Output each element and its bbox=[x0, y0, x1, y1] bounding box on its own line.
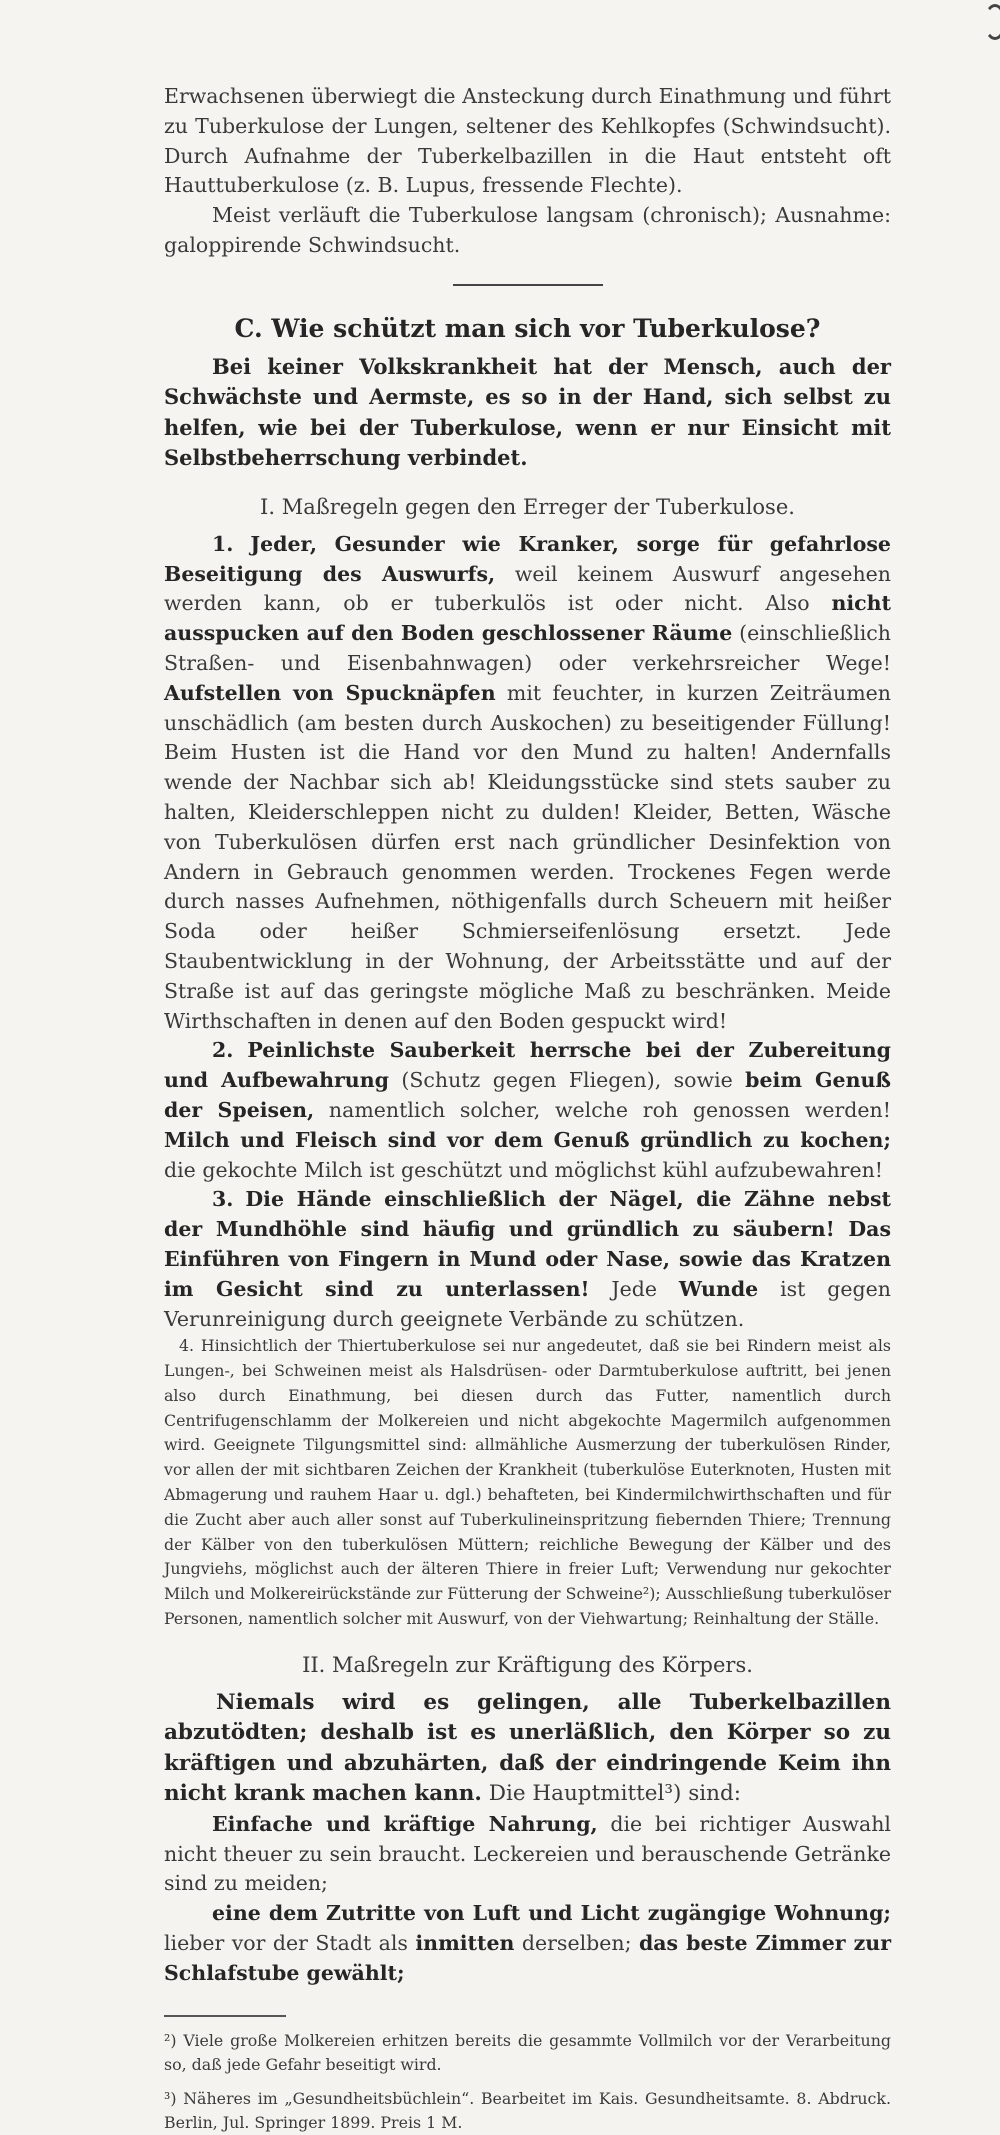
item-3-text-2: ist gegen Verunreinigung durch geeignete Verbände zu schützen. bbox=[164, 1276, 891, 1331]
item-1-number: 1. bbox=[212, 531, 234, 556]
section-c-heading: C. Wie schützt man sich vor Tuberkulose? bbox=[234, 313, 821, 343]
item-3 bbox=[164, 1185, 891, 1334]
dwelling-text-1: lieber vor der Stadt als bbox=[164, 1931, 416, 1956]
page-content bbox=[164, 82, 891, 2135]
item-2-bold-2: beim Genuß der Speisen, bbox=[164, 1068, 891, 1122]
paragraph-infection: Erwachsenen überwiegt die Ansteckung durch Einathmung und führt zu Tuberkulose der Lungen, seltener des Kehlkopfes (Schwindsucht). Durch Aufnahme der Tuberkelbazillen in die Haut entsteht oft Hauttuberkulose (z. B. Lupus, fressende Flechte). bbox=[164, 84, 891, 198]
section-i-heading: I. Maßregeln gegen den Erreger der Tuberkulose. bbox=[260, 494, 795, 519]
section-ii-heading: II. Maßregeln zur Kräftigung des Körpers. bbox=[302, 1652, 753, 1677]
section-ii-lead bbox=[164, 1688, 891, 1810]
item-2-number: 2. bbox=[212, 1038, 234, 1063]
item-1 bbox=[164, 530, 891, 1037]
item-2-text-3: die gekochte Milch ist geschützt und möglichst kühl aufzubewahren! bbox=[164, 1157, 884, 1182]
item-1-bold-1: Jeder, Gesunder wie Kranker, sorge für gefahrlose Beseitigung des Auswurfs, bbox=[164, 531, 891, 586]
section-ii-lead-bold: Niemals wird es gelingen, alle Tuberkelbazillen abzutödten; deshalb ist es unerläßlich, den Körper so zu kräftigen und abzuhärten, daß der eindringende Keim ihn nicht krank machen kann. bbox=[164, 1689, 891, 1807]
paragraph-dwelling bbox=[164, 1899, 891, 1988]
item-2-bold-1: Peinlichste Sauberkeit herrsche bei der Zubereitung und Aufbewahrung bbox=[164, 1038, 891, 1093]
nutrition-text: die bei richtiger Auswahl nicht theuer zu sein braucht. Leckereien und berauschende Getränke sind zu meiden; bbox=[164, 1811, 891, 1896]
paragraph-course: Meist verläuft die Tuberkulose langsam (chronisch); Ausnahme: galoppirende Schwindsucht. bbox=[164, 203, 891, 257]
paragraph-nutrition bbox=[164, 1810, 891, 1899]
item-3-bold-2: Wunde bbox=[678, 1276, 759, 1301]
dwelling-text-2: derselben; bbox=[514, 1931, 639, 1956]
item-1-bold-2: nicht ausspucken auf den Boden geschlossener Räume bbox=[164, 591, 891, 646]
item-3-number: 3. bbox=[212, 1187, 234, 1212]
nutrition-bold: Einfache und kräftige Nahrung, bbox=[212, 1811, 598, 1836]
item-2-text-2: namentlich solcher, welche roh genossen werden! bbox=[314, 1097, 891, 1122]
section-divider bbox=[453, 284, 603, 286]
dwelling-bold-1: eine dem Zutritte von Luft und Licht zugängige Wohnung; bbox=[212, 1901, 891, 1926]
item-4-animal-tuberculosis: 4. Hinsichtlich der Thiertuberkulose sei nur angedeutet, daß sie bei Rindern meist als Lungen-, bei Schweinen meist als Halsdrüsen- oder Darmtuberkulose auftritt, bei jenen also durch Einathmung, bei diesen durch das Futter, namentlich durch Centrifugenschlamm der Molkereien und nicht abgekochte Magermilch aufgenommen wird. Geeignete Tilgungsmittel sind: allmähliche Ausmerzung der tuberkulösen Rinder, vor allen der mit sichtbaren Zeichen der Krankheit (tuberkulöse Euterknoten, Husten mit Abmagerung und rauhem Haar u. dgl.) behafteten, bei Kindermilchwirthschaften und für die Zucht aber auch aller sonst auf Tuberkulineinspritzung fiebernden Thiere; Trennung der Kälber von den tuberkulösen Müttern; reichliche Bewegung der Kälber und des Jungviehs, möglichst auch der älteren Thiere in freier Luft; Verwendung nur gekochter Milch und Molkereirückstände zur Fütterung der Schweine²); Ausschließung tuberkulöser Personen, namentlich solcher mit Auswurf, von der Viehwartung; Reinhaltung der Ställe. bbox=[164, 1336, 891, 1629]
item-1-text-1: weil keinem Auswurf angesehen werden kann, ob er tuberkulös ist oder nicht. Also bbox=[164, 561, 891, 616]
item-3-text-1: Jede bbox=[589, 1276, 679, 1301]
dwelling-bold-2: inmitten bbox=[415, 1931, 515, 1956]
page-edge-mark bbox=[984, 4, 1000, 40]
item-3-bold-1: Die Hände einschließlich der Nägel, die Zähne nebst der Mundhöhle sind häufig und gründlich zu säubern! Das Einführen von Fingern in Mund oder Nase, sowie das Kratzen im Gesicht sind zu unterlassen! bbox=[164, 1187, 891, 1301]
section-ii-lead-text: Die Hauptmittel³) sind: bbox=[481, 1781, 741, 1807]
dwelling-bold-3: das beste Zimmer zur Schlafstube gewählt; bbox=[164, 1931, 891, 1985]
item-2-text-1: (Schutz gegen Fliegen), sowie bbox=[388, 1068, 746, 1093]
item-1-bold-3: Aufstellen von Spucknäpfen bbox=[164, 680, 496, 705]
footnote-2: ²) Viele große Molkereien erhitzen bereits die gesammte Vollmilch vor der Verarbeitung so, daß jede Gefahr beseitigt wird. bbox=[164, 2030, 891, 2074]
footnote-divider bbox=[164, 2015, 286, 2017]
item-1-text-2: (einschließlich Straßen- und Eisenbahnwagen) oder verkehrsreicher Wege! bbox=[164, 621, 891, 675]
item-2-bold-3: Milch und Fleisch sind vor dem Genuß gründlich zu kochen; bbox=[164, 1127, 891, 1152]
item-2 bbox=[164, 1036, 891, 1185]
section-c-lead: Bei keiner Volkskrankheit hat der Mensch, auch der Schwächste und Aermste, es so in der Hand, sich selbst zu helfen, wie bei der Tuberkulose, wenn er nur Einsicht mit Selbstbeherrschung verbindet. bbox=[164, 353, 891, 471]
item-1-text-3: mit feuchter, in kurzen Zeiträumen unschädlich (am besten durch Auskochen) zu beseitigender Füllung! Beim Husten ist die Hand vor den Mund zu halten! Andernfalls wende der Nachbar sich ab! Kleidungsstücke sind stets sauber zu halten, Kleiderschleppen nicht zu dulden! Kleider, Betten, Wäsche von Tuberkulösen dürfen erst nach gründlicher Desinfektion von Andern in Gebrauch genommen werden. Trockenes Fegen werde durch nasses Aufnehmen, nöthigenfalls durch Scheuern mit heißer Soda oder heißer Schmierseifenlösung ersetzt. Jede Staubentwicklung in der Wohnung, der Arbeitsstätte und auf der Straße ist auf das geringste mögliche Maß zu beschränken. Meide Wirthschaften in denen auf den Boden gespuckt wird! bbox=[164, 680, 892, 1033]
footnote-3: ³) Näheres im „Gesundheitsbüchlein“. Bearbeitet im Kais. Gesundheitsamte. 8. Abdruck. Berlin, Jul. Springer 1899. Preis 1 M. bbox=[164, 2088, 891, 2132]
